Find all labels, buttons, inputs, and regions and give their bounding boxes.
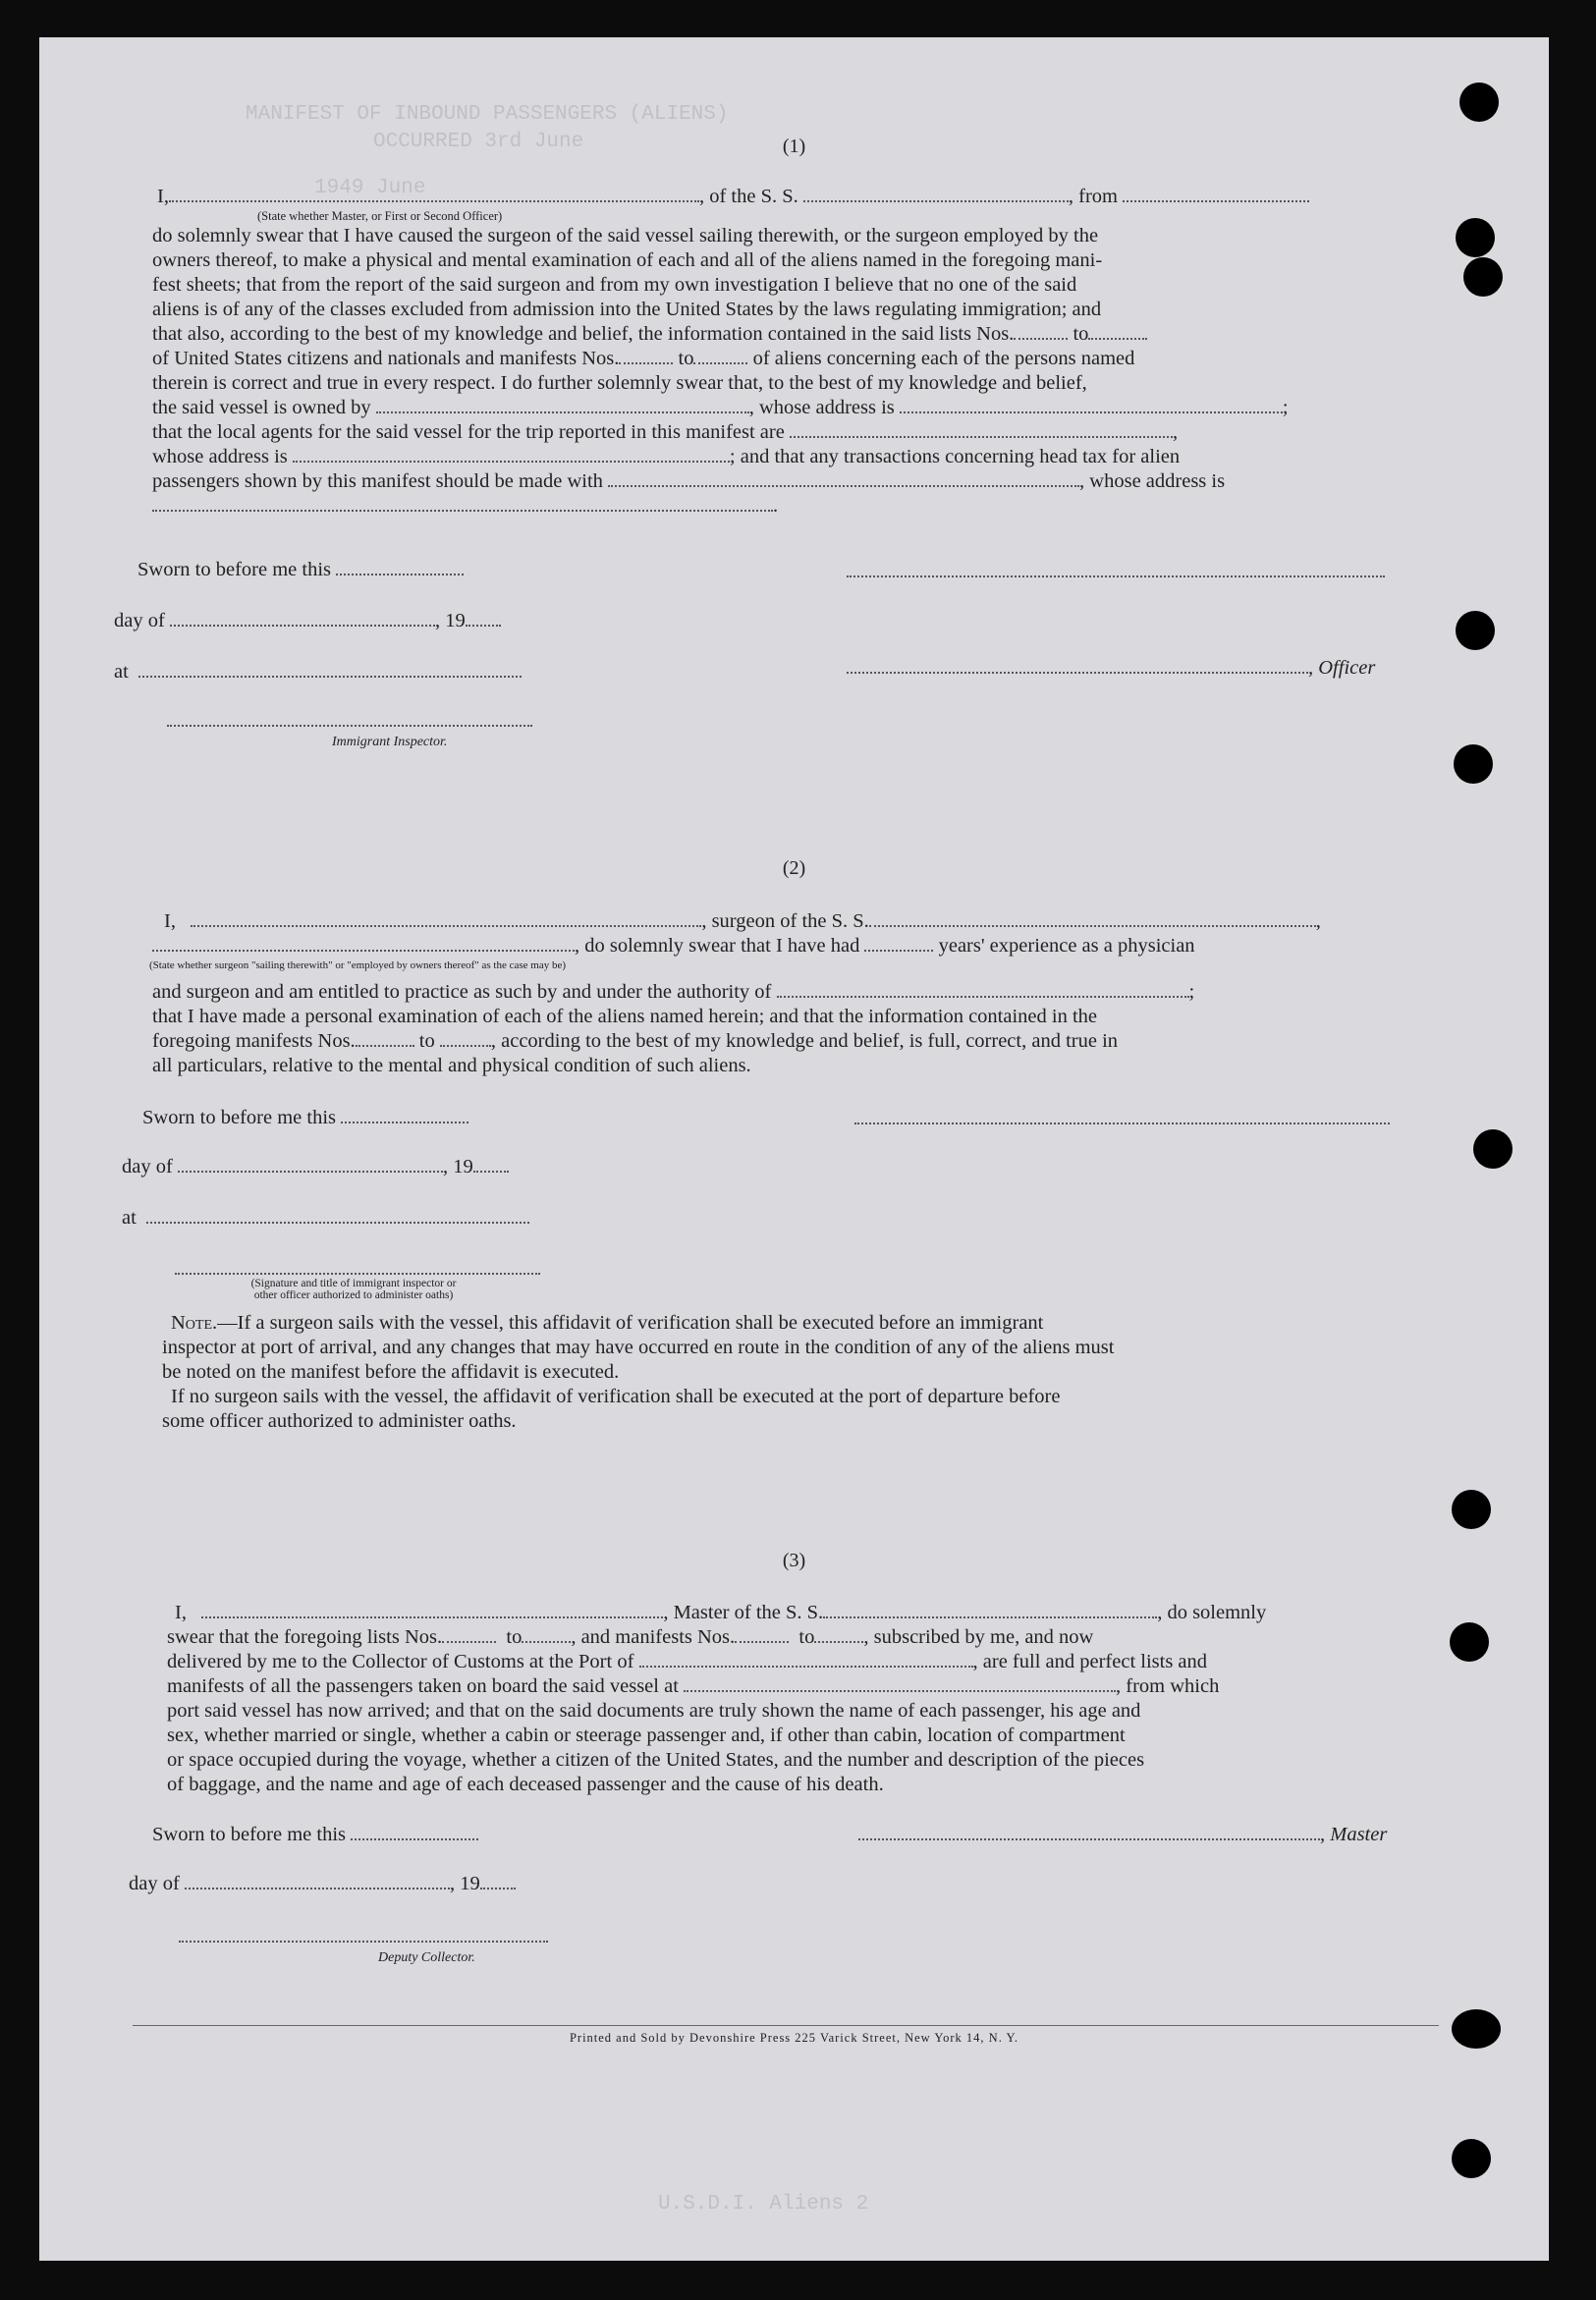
s1-line-11: whose address is ; and that any transactions concerning head tax for alien <box>152 446 1181 467</box>
s3-line-7: or space occupied during the voyage, whether a citizen of the United States, and the number and description of the pieces <box>167 1749 1145 1771</box>
punch-hole <box>1452 2139 1491 2178</box>
s1-line-1: I, , of the S. S. , from <box>157 185 1438 209</box>
s2-sworn-label: Sworn to before me this <box>142 1106 468 1129</box>
s3-line-5: port said vessel has now arrived; and that on the said documents are truly shown the name of each passenger, his age and <box>167 1700 1141 1722</box>
s3-deputy-label: Deputy Collector. <box>378 1950 475 1965</box>
s3-line-8: of baggage, and the name and age of each deceased passenger and the cause of his death. <box>167 1774 884 1795</box>
punch-hole <box>1463 257 1503 297</box>
section-1-number: (1) <box>782 136 806 157</box>
s2-note-line-4: If no surgeon sails with the vessel, the affidavit of verification shall be executed at the port of departure before <box>171 1386 1061 1407</box>
s2-day-label: day of , 19 <box>122 1155 509 1178</box>
punch-hole <box>1452 1490 1491 1529</box>
s1-line-7: of United States citizens and nationals and manifests Nos. to of aliens concerning each of the persons named <box>152 348 1135 369</box>
punch-hole <box>1452 2009 1501 2049</box>
s2-line-4: that I have made a personal examination of each of the aliens named herein; and that the information contained in the <box>152 1006 1097 1027</box>
s3-line-2: swear that the foregoing lists Nos. to , and manifests Nos. to , subscribed by me, and now <box>167 1626 1094 1648</box>
s2-line-5: foregoing manifests Nos. to , according to the best of my knowledge and belief, is full, correct, and true in <box>152 1030 1119 1052</box>
s1-sworn-label: Sworn to before me this <box>138 558 464 581</box>
printer-footer: Printed and Sold by Devonshire Press 225 Varick Street, New York 14, N. Y. <box>569 2031 1019 2045</box>
s1-inspector-line <box>167 725 532 727</box>
s1-line-3: owners thereof, to make a physical and mental examination of each and all of the aliens named in the foregoing mani- <box>152 249 1103 271</box>
s2-line-6: all particulars, relative to the mental and physical condition of such aliens. <box>152 1055 751 1076</box>
s3-deputy-line <box>179 1941 548 1943</box>
s1-officer-signature: , Officer <box>847 656 1375 680</box>
bleed-through-text: MANIFEST OF INBOUND PASSENGERS (ALIENS) <box>246 103 729 126</box>
s3-sworn-label: Sworn to before me this <box>152 1823 478 1846</box>
s2-note-line-3: be noted on the manifest before the affidavit is executed. <box>162 1361 620 1383</box>
s1-line-13: . <box>152 494 1433 519</box>
s1-day-label: day of , 19 <box>114 609 501 632</box>
document-page <box>39 37 1549 2261</box>
s1-line-2: do solemnly swear that I have caused the surgeon of the said vessel sailing therewith, or the surgeon employed by the <box>152 225 1099 246</box>
s1-line-9: the said vessel is owned by , whose address is ; <box>152 397 1289 418</box>
s1-inspector-label: Immigrant Inspector. <box>332 735 448 749</box>
s1-signature-line <box>847 575 1385 577</box>
s3-line-3: delivered by me to the Collector of Customs at the Port of , are full and perfect lists and <box>167 1651 1208 1672</box>
s3-line-4: manifests of all the passengers taken on board the said vessel at , from which <box>167 1675 1220 1697</box>
punch-hole <box>1473 1129 1513 1169</box>
bleed-through-text: 1949 June <box>314 177 426 199</box>
s2-at-label: at <box>122 1206 529 1230</box>
section-3-number: (3) <box>782 1550 806 1571</box>
punch-hole <box>1459 82 1499 122</box>
s1-line-8: therein is correct and true in every respect. I do further solemnly swear that, to the best of my knowledge and belief, <box>152 372 1087 394</box>
s1-line-10: that the local agents for the said vessel for the trip reported in this manifest are , <box>152 421 1179 443</box>
s2-surgeon-note: (State whether surgeon "sailing therewith" or "employed by owners thereof" as the case may be) <box>149 959 567 971</box>
s1-at-label: at <box>114 660 522 684</box>
s2-signature-line <box>854 1123 1390 1124</box>
s2-note-line-1: Note.—If a surgeon sails with the vessel, this affidavit of verification shall be executed before an immigrant <box>171 1312 1044 1334</box>
s1-line-4: fest sheets; that from the report of the said surgeon and from my own investigation I believe that no one of the said <box>152 274 1077 296</box>
punch-hole <box>1454 744 1493 784</box>
s2-sig-note: (Signature and title of immigrant inspector or other officer authorized to administer oaths) <box>250 1278 457 1301</box>
s1-line-12: passengers shown by this manifest should be made with , whose address is <box>152 470 1226 492</box>
s3-day-label: day of , 19 <box>129 1872 516 1895</box>
s3-line-6: sex, whether married or single, whether a cabin or steerage passenger and, if other than cabin, location of compartment <box>167 1725 1126 1746</box>
s2-note-line-5: some officer authorized to administer oaths. <box>162 1410 517 1432</box>
bleed-through-text: OCCURRED 3rd June <box>373 131 584 153</box>
bleed-through-text: U.S.D.I. Aliens 2 <box>658 2193 869 2216</box>
s1-line-5: aliens is of any of the classes excluded from admission into the United States by the laws regulating immigration; and <box>152 299 1102 320</box>
s2-line-1: I, , surgeon of the S. S. , <box>164 910 1321 932</box>
s2-note-line-2: inspector at port of arrival, and any changes that may have occurred en route in the condition of any of the aliens must <box>162 1337 1115 1358</box>
s2-sig-line <box>175 1273 540 1275</box>
s1-officer-note: (State whether Master, or First or Second Officer) <box>257 209 503 223</box>
s2-line-3: and surgeon and am entitled to practice as such by and under the authority of ; <box>152 981 1195 1003</box>
section-2-number: (2) <box>782 857 806 879</box>
s2-line-2: , do solemnly swear that I have had years' experience as a physician <box>152 934 1433 958</box>
s1-line-6: that also, according to the best of my knowledge and belief, the information contained in the said lists Nos. to <box>152 322 1433 347</box>
punch-hole <box>1456 218 1495 257</box>
s3-line-1: I, , Master of the S. S. , do solemnly <box>175 1602 1267 1623</box>
footer-rule <box>133 2025 1439 2026</box>
s3-master-signature: , Master <box>858 1823 1387 1846</box>
punch-hole <box>1450 1622 1489 1662</box>
punch-hole <box>1456 611 1495 650</box>
